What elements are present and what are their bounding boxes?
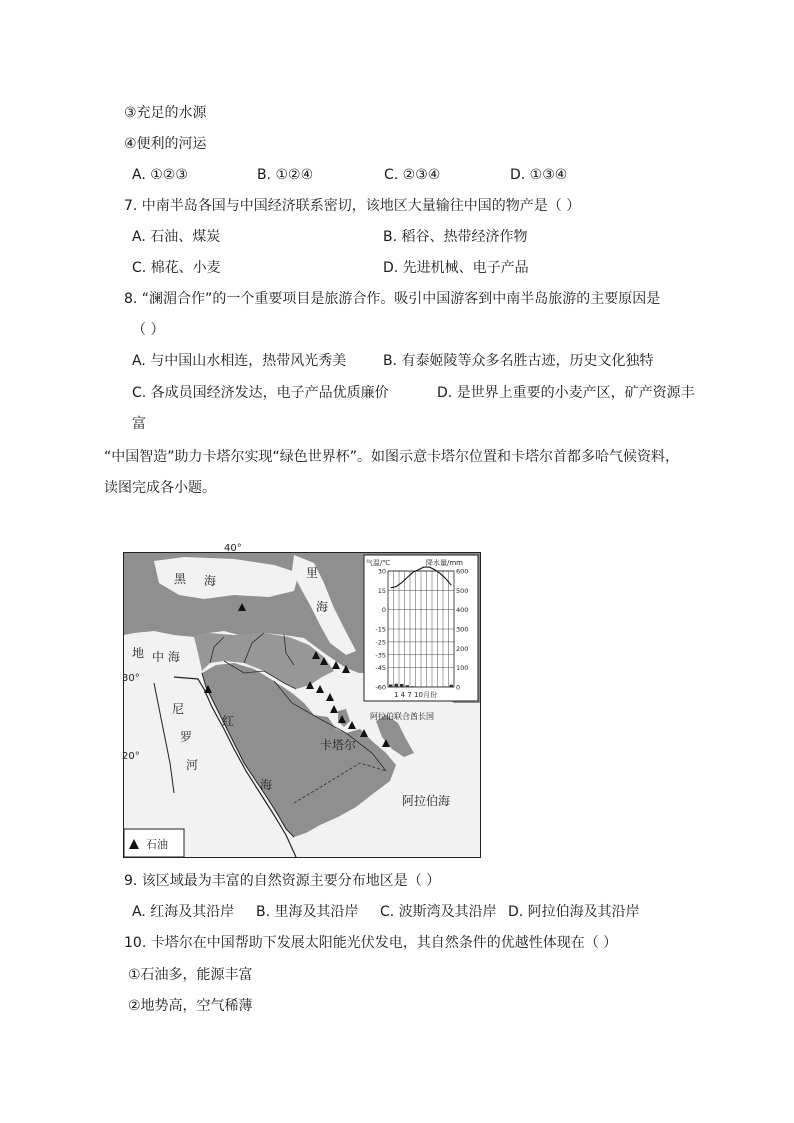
chart-ytick-label: -35 [375, 651, 386, 660]
chart-y2tick-label: 0 [456, 683, 461, 692]
caspian-label-2: 海 [316, 600, 329, 614]
legend-label: 石油 [146, 838, 168, 851]
q9-choice-a[interactable]: A. 红海及其沿岸 [132, 904, 235, 920]
q7-choice-b[interactable]: B. 稻谷、热带经济作物 [383, 229, 528, 245]
precip-bar [406, 685, 410, 687]
chart-ylabel-left: 气温/℃ [366, 559, 391, 567]
q8-choice-c[interactable]: C. 各成员国经济发达，电子产品优质廉价 [132, 385, 389, 401]
mediterranean-label-1: 地 [132, 646, 145, 660]
q7-choice-d[interactable]: D. 先进机械、电子产品 [383, 260, 529, 276]
q9-choice-d[interactable]: D. 阿拉伯海及其沿岸 [508, 904, 640, 920]
q8-choice-a[interactable]: A. 与中国山水相连，热带风光秀美 [132, 353, 347, 369]
q10-option-1: ①石油多，能源丰富 [128, 967, 253, 983]
chart-y2tick-label: 300 [456, 625, 469, 634]
q9-choice-b[interactable]: B. 里海及其沿岸 [256, 904, 359, 920]
black-sea-label-2: 海 [204, 574, 217, 588]
precip-bar [450, 685, 454, 687]
lon-label: 40° [224, 543, 242, 554]
chart-xlabel: 1 4 7 10月份 [394, 691, 437, 699]
q6-choice-b[interactable]: B. ①②④ [257, 167, 314, 183]
q10-option-2: ②地势高，空气稀薄 [128, 998, 253, 1014]
q6-choice-a[interactable]: A. ①②③ [132, 167, 188, 183]
nile-label-3: 河 [186, 758, 199, 772]
middle-east-map [122, 543, 481, 858]
lat30-label: 30° [122, 673, 140, 684]
q8-choice-b[interactable]: B. 有泰姬陵等众多名胜古迹，历史文化独特 [383, 353, 654, 369]
lat20-label: 20° [122, 751, 140, 762]
q6-choice-d[interactable]: D. ①③④ [510, 167, 568, 183]
q7-choice-a[interactable]: A. 石油、煤炭 [132, 229, 221, 245]
q9-choice-c[interactable]: C. 波斯湾及其沿岸 [380, 904, 497, 920]
nile-label-1: 尼 [172, 702, 185, 716]
precip-bar [411, 686, 415, 687]
precip-bar [444, 686, 448, 687]
precip-bar [395, 684, 399, 687]
caspian-label-1: 里 [306, 566, 319, 580]
oil-marker [348, 721, 356, 729]
mediterranean-label-2: 中 海 [152, 650, 180, 664]
chart-ytick-label: 15 [377, 586, 386, 595]
chart-y2tick-label: 100 [456, 664, 469, 673]
passage-intro-continued: 读图完成各小题。 [104, 480, 216, 496]
chart-ytick-label: 0 [381, 606, 386, 615]
uae-label: 阿拉伯联合酋长国 [370, 712, 434, 721]
chart-y2tick-label: 500 [456, 586, 469, 595]
chart-ytick-label: -60 [375, 683, 386, 692]
chart-ytick-label: 30 [377, 567, 386, 576]
chart-ylabel-right: 降水量/mm [426, 559, 463, 567]
arabian-sea-label: 阿拉伯海 [402, 794, 451, 808]
red-sea-label-2: 海 [260, 778, 273, 792]
qatar-label: 卡塔尔 [320, 738, 357, 752]
chart-ytick-label: -45 [375, 664, 386, 673]
chart-ytick-label: -15 [375, 625, 386, 634]
precip-bar [389, 684, 393, 687]
q7-stem: 7. 中南半岛各国与中国经济联系密切，该地区大量输往中国的物产是（ ） [124, 198, 581, 214]
passage-intro: “中国智造”助力卡塔尔实现“绿色世界杯”。如图示意卡塔尔位置和卡塔尔首都多哈气候资料， [104, 449, 680, 465]
black-sea-label-1: 黑 [174, 572, 187, 586]
q8-stem: 8. “澜湄合作”的一个重要项目是旅游合作。吸引中国游客到中南半岛旅游的主要原因是 [124, 291, 661, 307]
q9-stem: 9. 该区域最为丰富的自然资源主要分布地区是（ ） [124, 873, 441, 889]
chart-y2tick-label: 600 [456, 567, 469, 576]
option-3: ③充足的水源 [124, 105, 207, 121]
chart-y2tick-label: 200 [456, 644, 469, 653]
q8-choice-d[interactable]: D. 是世界上重要的小麦产区，矿产资源丰 [437, 385, 695, 401]
nile-label-2: 罗 [180, 730, 193, 744]
climate-chart [364, 555, 478, 701]
q6-choice-c[interactable]: C. ②③④ [384, 167, 441, 183]
q10-stem: 10. 卡塔尔在中国帮助下发展太阳能光伏发电，其自然条件的优越性体现在（ ） [124, 935, 618, 951]
chart-y2tick-label: 400 [456, 606, 469, 615]
oil-marker [330, 705, 338, 713]
q8-answer-paren: （ ） [132, 322, 165, 338]
precip-bar [400, 684, 404, 687]
red-sea-label-1: 红 [222, 714, 235, 728]
option-4: ④便利的河运 [124, 136, 207, 152]
q7-choice-c[interactable]: C. 棉花、小麦 [132, 260, 221, 276]
chart-ytick-label: -25 [375, 638, 386, 647]
q8-choice-d-continued: 富 [132, 416, 146, 432]
